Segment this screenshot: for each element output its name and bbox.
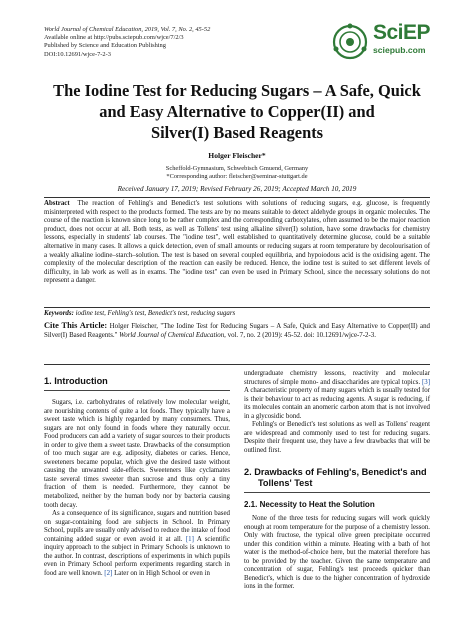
intro-p2-part-c: Later on in High School or even in (114, 569, 210, 577)
cite-journal: World Journal of Chemical Education, (119, 331, 226, 339)
journal-header (44, 26, 334, 59)
section-heading-drawbacks (244, 467, 430, 489)
online-availability-line[interactable]: Available online at http://pubs.sciepub.com/wjce/7/2/3 (44, 34, 184, 42)
right-p1-part-a: undergraduate chemistry lessons, reactivity and molecular structures of simple mono- and disaccharides are typical topics. (244, 370, 430, 386)
keywords-label: Keywords: (44, 310, 74, 317)
subsection-paragraph: None of the three tests for reducing sugars will work quickly enough at room temperature for the purpose of a chemistry lesson. Only with fructose, the typical olive green precipitate occurred under this condition within a minute. Heating with a bath of hot water is the method-of-choice here, but the material therefore has to be provided by the teacher. Given the same temperature and concentration of sugar, Fehling's test proceeds quicker than Benedict's, which is due to the higher concentration of hydroxide ions in the former. (244, 515, 430, 591)
right-paragraph-1 (244, 370, 430, 421)
intro-paragraph-2 (44, 510, 230, 578)
intro-p2-part-b: A scientific inquiry approach to the subject in Primary Schools is unknown to the author. In contrast, descriptions of experiments in which pupils even in Primary School perform experiments regarding starch in food are well known. (44, 535, 230, 577)
cite-text-after[interactable]: vol. 7, no. 2 (2019): 45-52. doi: 10.12691/wjce-7-2-3. (227, 331, 376, 339)
spacer (244, 455, 430, 467)
section-2-title-line-1: 2. Drawbacks of Fehling's, Benedict's and (244, 467, 427, 478)
abstract-label: Abstract (44, 200, 70, 207)
paper-title (30, 80, 444, 144)
corresponding-author-line[interactable]: *Corresponding author: fleischer@seminar-stuttgart.de (166, 173, 308, 181)
reference-link-1[interactable]: [1] (185, 535, 194, 543)
sciep-logo-icon (330, 22, 370, 62)
author-name: Holger Fleischer* (208, 151, 266, 160)
cite-this-article (44, 322, 430, 340)
doi-line[interactable]: DOI:10.12691/wjce-7-2-3 (44, 50, 111, 58)
affiliation (0, 165, 474, 182)
section-2-title-line-2: Tollens' Test (258, 478, 313, 489)
keywords (44, 310, 430, 317)
left-column (44, 376, 230, 578)
title-line-1: The Iodine Test for Reducing Sugars – A Safe, Quick (53, 81, 421, 100)
right-column (244, 370, 430, 592)
reference-link-3[interactable]: [3] (421, 378, 430, 386)
title-line-2: and Easy Alternative to Copper(II) and (99, 102, 375, 122)
sciep-logo[interactable] (330, 20, 440, 66)
abstract-text: The reaction of Fehling's and Benedict's test solutions with solutions of reducing sugars, e.g. glucose, is frequently misinterpreted with respect to the products formed. The tests are by no means suitable to detect aldehyde groups in organic molecules. The course of the reaction is known since long to be rather complex and the corresponding carboxylates, often assumed to be the major reaction product, does not occur at all. Both tests, as well as Tollens' test using alkaline silver(I) solution, have some drawbacks for chemistry lessons, especially in students' lab courses. The "iodine test", well established to quantitatively determine glucose, could be a suitable alternative in many cases. It allows a quick detection, even of small amounts or reducing sugars at room temperature by decolourisation of a weakly alkaline iodine–starch–solution. The test is based on several coupled equilibria, and hypoiodous acid is the oxidising agent. The complexity of the molecular description of the reaction can easily be reduced. Hence, the iodine test is suited to set different levels of difficulty, in lab work as well as in exams. The "iodine test" can even be used in Primary School, since the necessary solutions do not represent a danger. (44, 200, 430, 285)
keywords-value: iodine test, Fehling's test, Benedict's test, reducing sugars (75, 310, 236, 317)
submission-dates: Received January 17, 2019; Revised February 26, 2019; Accepted March 10, 2019 (117, 185, 357, 193)
body-top-rule (44, 364, 430, 365)
section-rule (44, 390, 230, 391)
title-line-3: Silver(I) Based Reagents (150, 123, 324, 143)
journal-citation-line: World Journal of Chemical Education, 2019, Vol. 7, No. 2, 45-52 (44, 26, 211, 33)
right-p1-part-b: A characteristic property of many sugars which is usually tested for is their behaviour to act as reducing agents. A sugar is reducing, if its molecules contain an anomeric carbon atom that is not involved in a glycosidic bond. (244, 387, 430, 420)
affiliation-line-1: Scheffold-Gymnasium, Schwebisch Gmuend, Germany (165, 165, 309, 172)
keywords-top-rule (44, 307, 430, 308)
section-rule (244, 492, 430, 493)
publisher-line: Published by Science and Education Publishing (44, 42, 166, 50)
logo-wordmark: SciEP (373, 21, 431, 44)
cite-label: Cite This Article: (44, 321, 108, 330)
reference-link-2[interactable]: [2] (104, 569, 113, 577)
logo-url: sciepub.com (373, 45, 426, 55)
intro-paragraph-1: Sugars, i.e. carbohydrates of relatively low molecular weight, are nourishing contents of quite a lot foods. They typically have a sweet taste which is highly regarded by many consumers. Thus, sugars are not only found in foods where they naturally occur. Food producers can add a variety of sugar sources to their products in order to give them a sweet taste. Drawbacks of the consumption of too much sugar are e.g. adiposity, diabetes or caries. Hence, sweeteners became popular, which give the desired taste without causing the unwanted side-effects. Sweeteners like cyclamates taste several times sweeter than sucrose and thus only a tiny fraction of them is needed. Furthermore, they cannot be metabolized, neither by the human body nor by bacteria causing tooth decay. (44, 399, 230, 509)
section-heading-introduction: 1. Introduction (44, 376, 108, 386)
abstract-top-rule (44, 197, 430, 198)
right-paragraph-2: Fehling's or Benedict's test solutions as well as Tollens' reagent are widespread and commonly used to test for reducing sugars. Despite their frequent use, they have a few drawbacks that will be outlined first. (244, 421, 430, 454)
intro-p2-part-a: As a consequence of its significance, sugars and nutrition based on sugar-containing food are subjects in School. In Primary School, pupils are usually only advised to reduce the intake of food containing added sugar or even avoid it at all. (44, 510, 230, 543)
subsection-heading-heat: 2.1. Necessity to Heat the Solution (244, 500, 375, 510)
abstract (44, 200, 430, 286)
cite-text-before: Holger Fleischer, "The Iodine Test for Reducing Sugars – A Safe, Quick and Easy Alternative to Copper(II) and Silver(I) Based Reagents." (44, 323, 431, 339)
